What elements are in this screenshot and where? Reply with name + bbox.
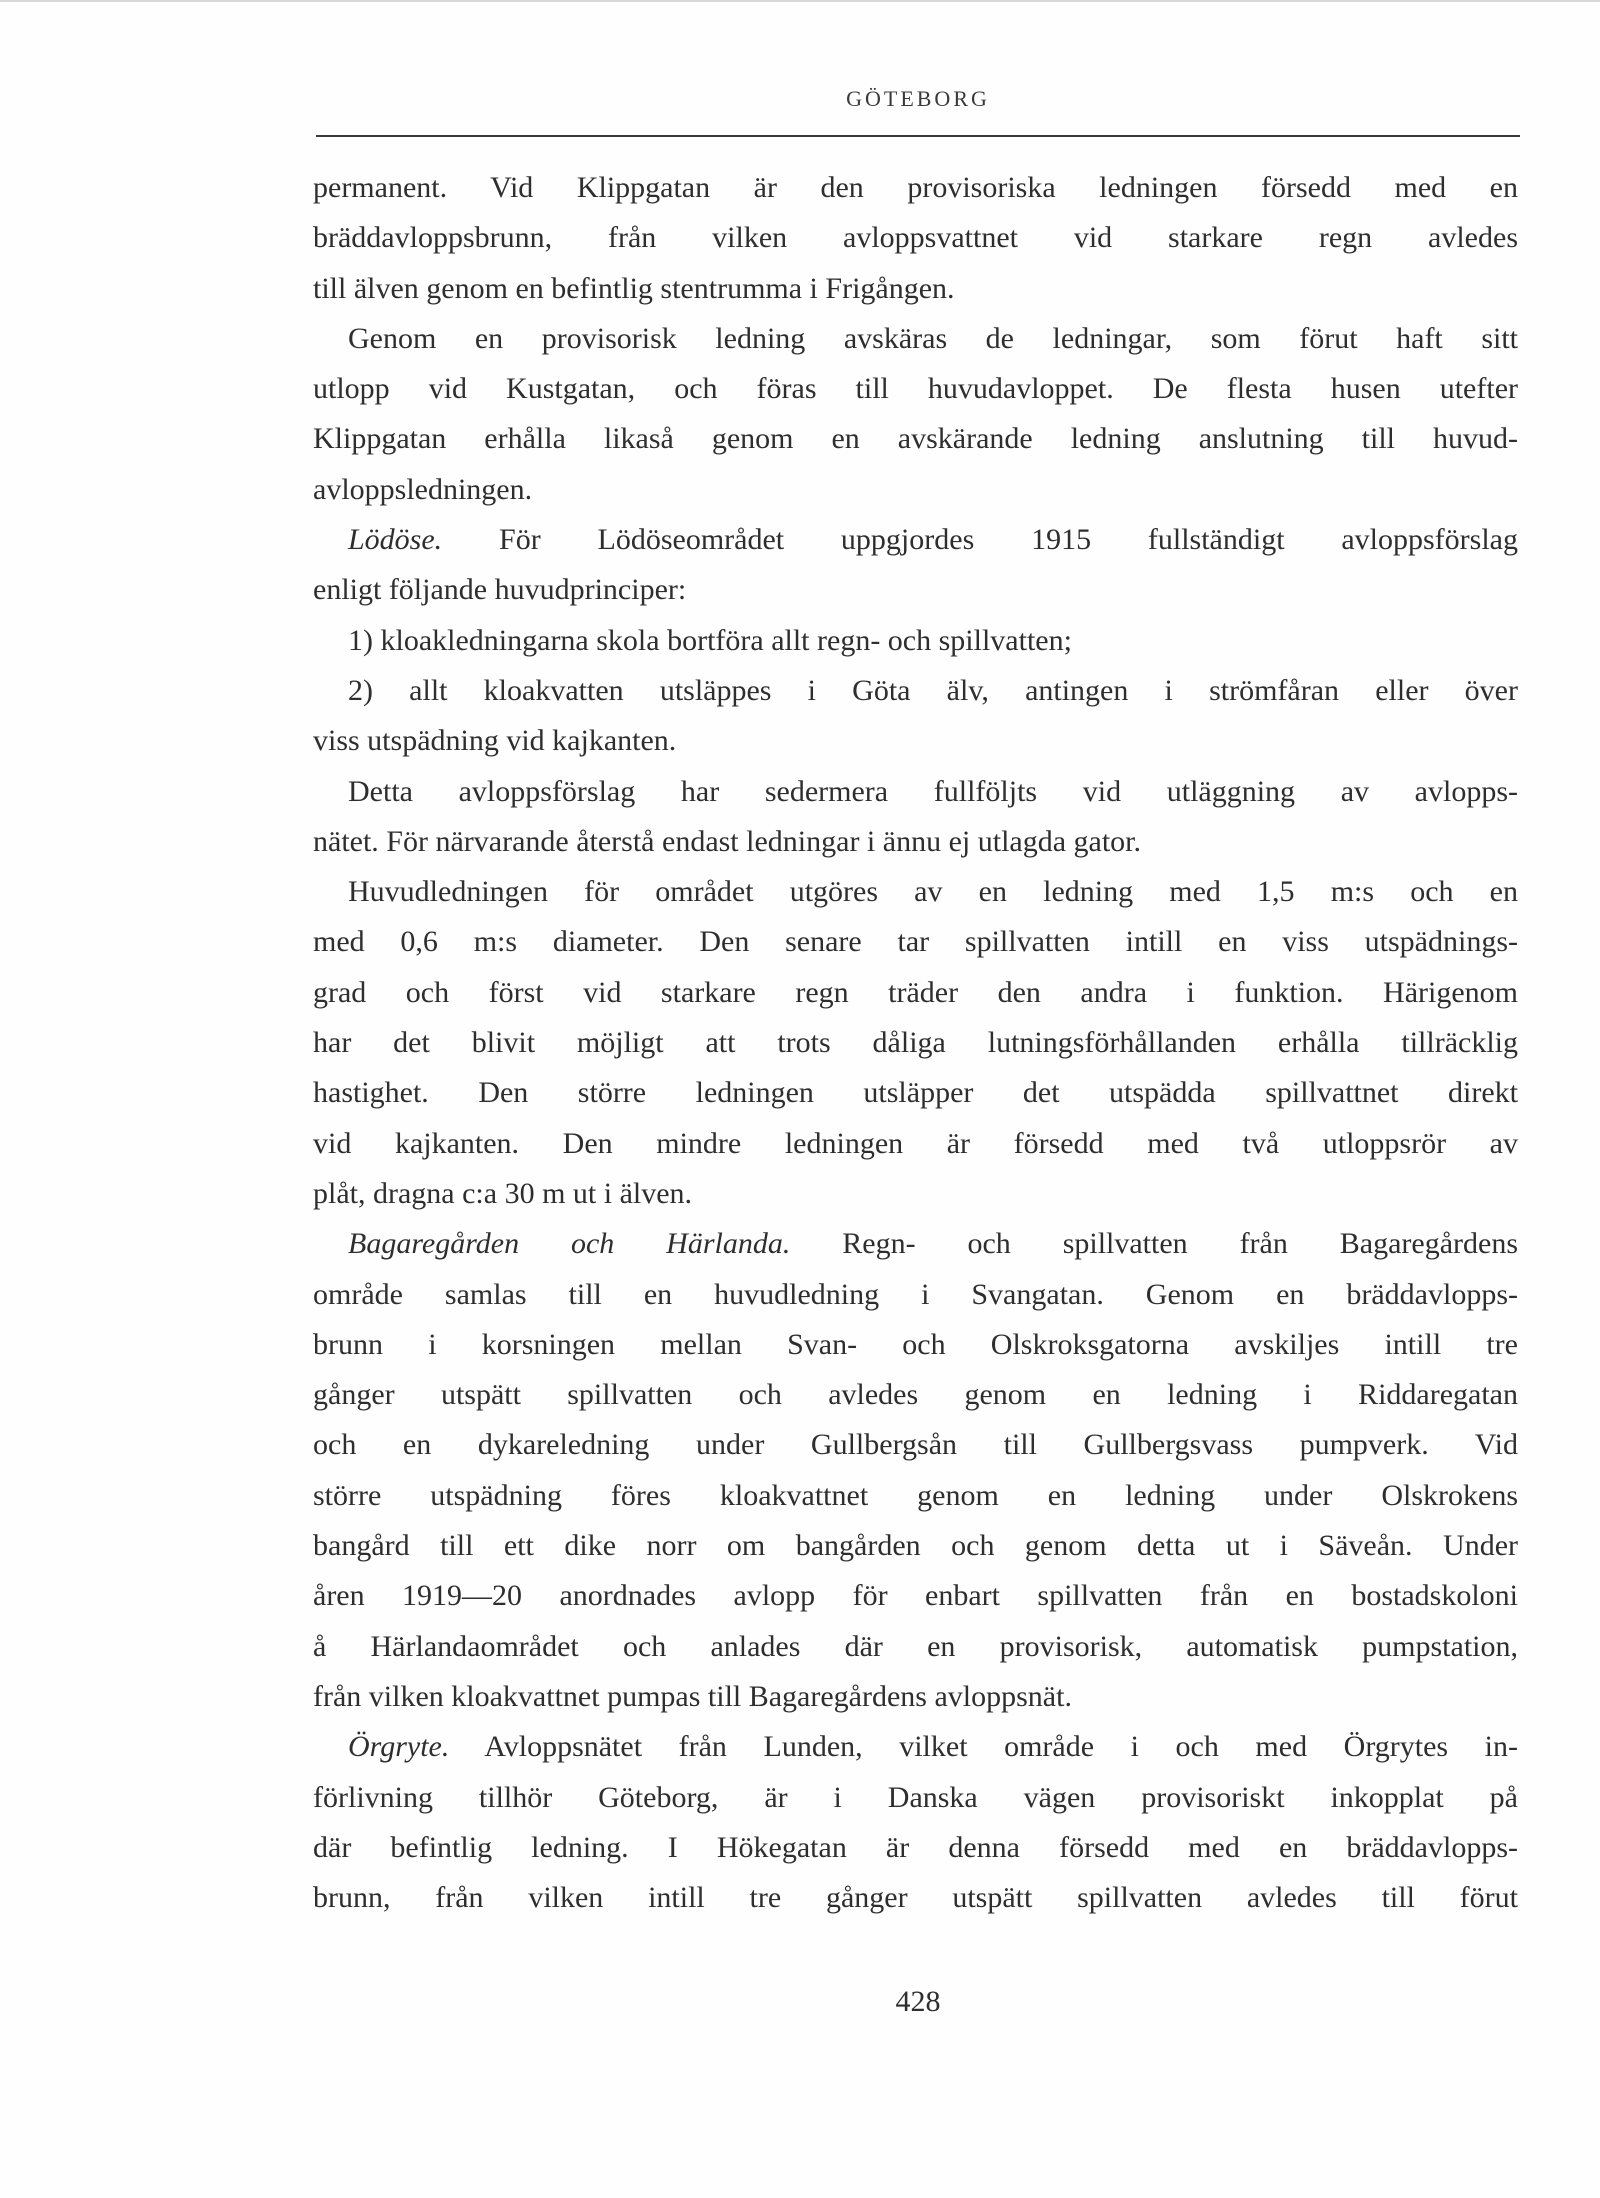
text-line: [313, 1521, 1518, 1571]
line-text: 1) kloakledningarna skola bortföra allt regn- och spillvatten;: [348, 623, 1072, 657]
line-text: större utspädning föres kloakvattnet genom en ledning under Olskrokens: [313, 1478, 1518, 1512]
text-line: [313, 1018, 1518, 1068]
text-line: [313, 616, 1518, 666]
text-line: [313, 1571, 1518, 1621]
text-line: [313, 666, 1518, 716]
line-text: har det blivit möjligt att trots dåliga lutningsförhållanden erhålla tillräcklig: [313, 1026, 1518, 1060]
line-text: Detta avloppsförslag har sedermera fullföljts vid utläggning av avlopps-: [348, 774, 1518, 808]
text-line: [313, 264, 1518, 314]
page-number: 428: [895, 1985, 941, 2018]
text-line: [313, 163, 1518, 213]
text-line: [313, 716, 1518, 766]
line-text: hastighet. Den större ledningen utsläpper det utspädda spillvattnet direkt: [313, 1076, 1518, 1110]
line-text: Klippgatan erhålla likaså genom en avskärande ledning anslutning till huvud-: [313, 422, 1518, 456]
line-text: med 0,6 m:s diameter. Den senare tar spillvatten intill en viss utspädnings-: [313, 925, 1518, 959]
line-text: Huvudledningen för området utgöres av en ledning med 1,5 m:s och en: [348, 875, 1518, 909]
line-text: utlopp vid Kustgatan, och föras till huvudavloppet. De flesta husen utefter: [313, 372, 1518, 406]
line-text: där befintlig ledning. I Hökegatan är denna försedd med en bräddavlopps-: [313, 1830, 1518, 1864]
text-line: [313, 515, 1518, 565]
page-top-edge: [0, 0, 1600, 2]
text-line: [313, 314, 1518, 364]
text-line: [313, 767, 1518, 817]
line-text: gånger utspätt spillvatten och avledes genom en ledning i Riddaregatan: [313, 1378, 1518, 1412]
text-line: [313, 1270, 1518, 1320]
section-heading: Bagaregården och Härlanda.: [348, 1227, 791, 1261]
body-text: [313, 163, 1518, 1923]
line-text: För Lödöseområdet uppgjordes 1915 fullständigt avloppsförslag: [442, 523, 1518, 557]
line-text: avloppsledningen.: [313, 472, 533, 506]
line-text: bangård till ett dike norr om bangården och genom detta ut i Säveån. Under: [313, 1529, 1518, 1563]
line-text: brunn i korsningen mellan Svan- och Olskroksgatorna avskiljes intill tre: [313, 1327, 1518, 1361]
text-line: [313, 1320, 1518, 1370]
line-text: område samlas till en huvudledning i Svangatan. Genom en bräddavlopps-: [313, 1277, 1518, 1311]
line-text: 2) allt kloakvatten utsläppes i Göta älv, antingen i strömfåran eller över: [348, 673, 1518, 707]
line-text: förlivning tillhör Göteborg, är i Danska vägen provisoriskt inkopplat på: [313, 1780, 1518, 1814]
line-text: till älven genom en befintlig stentrumma i Frigången.: [313, 271, 955, 305]
line-text: brunn, från vilken intill tre gånger utspätt spillvatten avledes till förut: [313, 1881, 1518, 1915]
line-text: vid kajkanten. Den mindre ledningen är försedd med två utloppsrör av: [313, 1126, 1518, 1160]
text-line: [313, 465, 1518, 515]
running-header: GÖTEBORG: [846, 86, 990, 111]
text-line: [313, 1722, 1518, 1772]
text-line: [313, 364, 1518, 414]
line-text: permanent. Vid Klippgatan är den provisoriska ledningen försedd med en: [313, 171, 1518, 204]
line-text: från vilken kloakvattnet pumpas till Bagaregårdens avloppsnät.: [313, 1679, 1072, 1713]
text-line: [313, 1119, 1518, 1169]
text-line: [313, 1773, 1518, 1823]
line-text: Genom en provisorisk ledning avskäras de ledningar, som förut haft sitt: [348, 321, 1518, 355]
text-line: [313, 213, 1518, 263]
text-line: [313, 1471, 1518, 1521]
section-heading: Lödöse.: [348, 523, 443, 557]
text-line: [313, 1622, 1518, 1672]
text-line: [313, 1169, 1518, 1219]
line-text: Regn- och spillvatten från Bagaregårdens: [790, 1227, 1518, 1261]
line-text: nätet. För närvarande återstå endast ledningar i ännu ej utlagda gator.: [313, 824, 1142, 858]
text-line: [313, 867, 1518, 917]
text-line: [313, 817, 1518, 867]
line-text: viss utspädning vid kajkanten.: [313, 724, 677, 758]
header-rule: [316, 135, 1520, 137]
line-text: bräddavloppsbrunn, från vilken avloppsvattnet vid starkare regn avledes: [313, 221, 1518, 255]
line-text: å Härlandaområdet och anlades där en provisorisk, automatisk pumpstation,: [313, 1629, 1518, 1663]
line-text: grad och först vid starkare regn träder den andra i funktion. Härigenom: [313, 975, 1518, 1009]
line-text: Avloppsnätet från Lunden, vilket område i och med Örgrytes in-: [449, 1730, 1518, 1764]
text-line: [313, 1219, 1518, 1269]
line-text: och en dykareledning under Gullbergsån till Gullbergsvass pumpverk. Vid: [313, 1428, 1518, 1462]
text-line: [313, 1370, 1518, 1420]
text-line: [313, 1823, 1518, 1873]
text-line: [313, 1068, 1518, 1118]
text-line: [313, 968, 1518, 1018]
section-heading: Örgryte.: [348, 1730, 450, 1764]
line-text: åren 1919—20 anordnades avlopp för enbart spillvatten från en bostadskoloni: [313, 1579, 1518, 1613]
text-line: [313, 414, 1518, 464]
text-line: [313, 917, 1518, 967]
text-line: [313, 1873, 1518, 1923]
text-line: [313, 565, 1518, 615]
line-text: enligt följande huvudprinciper:: [313, 573, 687, 607]
text-line: [313, 1672, 1518, 1722]
text-line: [313, 1420, 1518, 1470]
line-text: plåt, dragna c:a 30 m ut i älven.: [313, 1176, 693, 1210]
